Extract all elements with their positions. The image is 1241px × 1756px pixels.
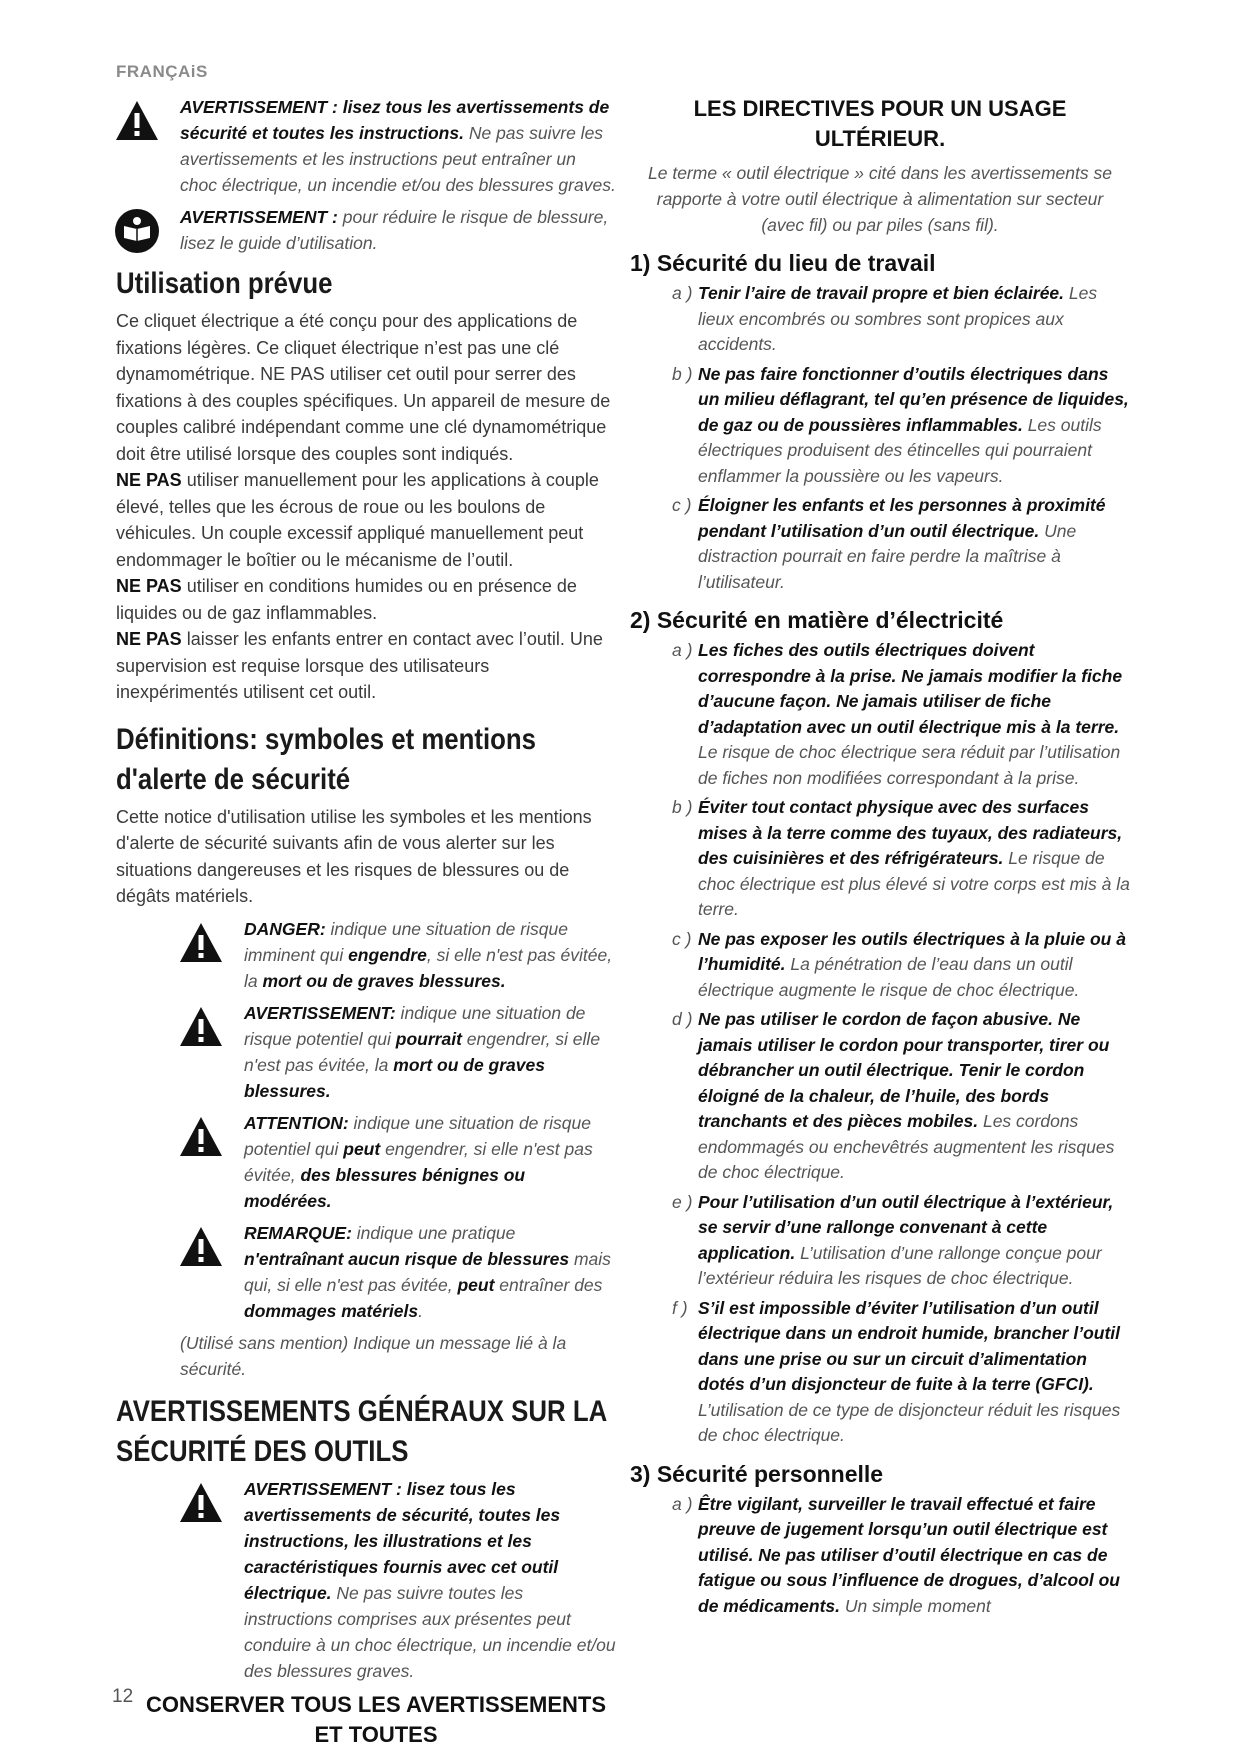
intended-use-text: Ce cliquet électrique a été conçu pour des applications de fixations légères. Ce cliquet électrique n’est pas une clé dynamométrique. NE PAS utiliser cet outil pour serrer des fixations à des couples spécifiques. Un appareil de mesure de couples calibré indépendant comme une clé dynamométrique doit être utilisé lorsque des couples sont indiqués.: [116, 311, 611, 464]
definitions-text: Cette notice d'utilisation utilise les symboles et les mentions d'alerte de sécurité suivants afin de vous alerter sur les situations dangereuses et les risques de blessures ou de dégâts matériels.: [116, 806, 592, 906]
item-2a: a ) Les fiches des outils électriques doivent correspondre à la prise. Ne jamais modifier la fiche d’aucune façon. Ne jamais utiliser de fiche d’adaptation avec un outil électrique mis à la terre. Le risque de choc électrique sera réduit par l’utilisation de fiches non modifiées correspondant à la prise.: [672, 640, 1123, 788]
caution-definition: ATTENTION: indique une situation de risque potentiel qui peut engendrer, si elle n'est pas évitée, des blessures bénignes ou modérées.: [180, 1110, 616, 1214]
warning-triangle-icon: [178, 1224, 224, 1270]
warning-triangle-icon: [178, 1004, 224, 1050]
page-number: 12: [112, 1686, 134, 1707]
do-not-1: NE PAS utiliser manuellement pour les applications à couple élevé, telles que les écrous de roue ou les boulons de véhicules. Un couple excessif appliqué manuellement peut endommager le boîtier ou le mécanisme de l’outil.: [116, 470, 599, 570]
do-not-2: NE PAS utiliser en conditions humides ou en présence de liquides ou de gaz inflammables.: [116, 576, 577, 623]
keep-warnings-heading: CONSERVER TOUS LES AVERTISSEMENTS ET TOUTES: [145, 1691, 607, 1747]
warning-triangle-icon: [178, 1114, 224, 1160]
manual-warning-block: AVERTISSEMENT : pour réduire le risque de blessure, lisez le guide d’utilisation.: [116, 204, 616, 256]
heading-intended-use: Utilisation prévue: [116, 267, 333, 300]
item-2e: e ) Pour l’utilisation d’un outil électrique à l’extérieur, se servir d’une rallonge convenant à cette application. L’utilisation d’une rallonge conçue pour l’extérieur réduira les risques de choc électrique.: [672, 1191, 1114, 1288]
item-2b: b ) Éviter tout contact physique avec des surfaces mises à la terre comme des tuyaux, des radiateurs, des cuisinières et des réfrigérateurs. Le risque de choc électrique est plus élevé si votre corps est mis à la terre.: [672, 797, 1130, 919]
item-1a: a ) Tenir l’aire de travail propre et bien éclairée. Les lieux encombrés ou sombres sont propices aux accidents.: [672, 283, 1098, 354]
danger-definition: DANGER: indique une situation de risque imminent qui engendre, si elle n'est pas évitée, la mort ou de graves blessures.: [180, 916, 616, 994]
item-2c: c ) Ne pas exposer les outils électriques à la pluie ou à l’humidité. La pénétration de l’eau dans un outil électrique augmente le risque de choc électrique.: [672, 928, 1126, 1000]
warning-triangle-icon: [178, 1480, 224, 1526]
warning-block-1: AVERTISSEMENT : lisez tous les avertissements de sécurité et toutes les instructions. Ne pas suivre les avertissements et les instructions peut entraîner un choc électrique, un incendie et/ou des blessures graves.: [116, 94, 616, 198]
section-electrical: 2) Sécurité en matière d’électricité: [630, 607, 1004, 633]
right-column: [630, 94, 1130, 1623]
warning-definition: AVERTISSEMENT: indique une situation de risque potentiel qui pourrait engendrer, si elle n'est pas évitée, la mort ou de graves blessures.: [180, 1000, 616, 1104]
item-1c: c ) Éloigner les enfants et les personnes à proximité pendant l’utilisation d’un outil électrique. Une distraction pourrait en faire perdre la maîtrise à l’utilisateur.: [672, 495, 1106, 592]
unmentioned-definition: (Utilisé sans mention) Indique un message lié à la sécurité.: [180, 1332, 567, 1379]
language-label: FRANÇAiS: [116, 62, 208, 81]
warning-block-3: AVERTISSEMENT : lisez tous les avertissements de sécurité, toutes les instructions, les illustrations et les caractéristiques fournis avec cet outil électrique. Ne pas suivre toutes les instructions comprises aux présentes peut conduire à un choc électrique, un incendie et/ou des blessures graves.: [180, 1476, 616, 1684]
section-work-area: 1) Sécurité du lieu de travail: [630, 250, 936, 276]
warning-triangle-icon: [178, 920, 224, 966]
read-manual-icon: [114, 208, 160, 254]
heading-general-warnings: AVERTISSEMENTS GÉNÉRAUX SUR LA SÉCURITÉ DES OUTILS: [116, 1394, 607, 1468]
notice-definition: REMARQUE: indique une pratique n'entraînant aucun risque de blessures mais qui, si elle n'est pas évitée, peut entraîner des dommages matériels.: [180, 1220, 616, 1324]
left-column: [116, 94, 616, 1756]
warning-triangle-icon: [114, 98, 160, 144]
item-1b: b ) Ne pas faire fonctionner d’outils électriques dans un milieu déflagrant, tel qu’en présence de liquides, de gaz ou de poussières inflammables. Les outils électriques produisent des étincelles qui pourraient enflammer la poussière ou les vapeurs.: [672, 363, 1129, 486]
heading-definitions: Définitions: symboles et mentions d'alerte de sécurité: [116, 722, 537, 796]
item-3a: a ) Être vigilant, surveiller le travail effectué et faire preuve de jugement lorsqu’un outil électrique est utilisé. Ne pas utiliser d’outil électrique en cas de fatigue ou sous l’influence de drogues, d’alcool ou de médicaments. Un simple moment: [672, 1493, 1120, 1616]
section-personal: 3) Sécurité personnelle: [630, 1460, 884, 1487]
term-definition: Le terme « outil électrique » cité dans les avertissements se rapporte à votre outil électrique à alimentation sur secteur (avec fil) ou par piles (sans fil).: [648, 163, 1112, 235]
directives-heading: LES DIRECTIVES POUR UN USAGE ULTÉRIEUR.: [693, 96, 1067, 151]
item-2d: d ) Ne pas utiliser le cordon de façon abusive. Ne jamais utiliser le cordon pour transporter, tirer ou débrancher un outil électrique. Tenir le cordon éloigné de la chaleur, de l’huile, des bords tranchants et des pièces mobiles. Les cordons endommagés ou enchevêtrés augmentent les risques de choc électrique.: [672, 1009, 1115, 1182]
item-2f: f ) S’il est impossible d’éviter l’utilisation d’un outil électrique dans un endroit humide, brancher l’outil dans une prise ou sur un circuit d’alimentation dotés d’un disjoncteur de fuite à la terre (GFCI). L’utilisation de ce type de disjoncteur réduit les risques de choc électrique.: [672, 1297, 1121, 1445]
do-not-3: NE PAS laisser les enfants entrer en contact avec l’outil. Une supervision est requise lorsque des utilisateurs inexpérimentés utilisent cet outil.: [116, 629, 603, 702]
